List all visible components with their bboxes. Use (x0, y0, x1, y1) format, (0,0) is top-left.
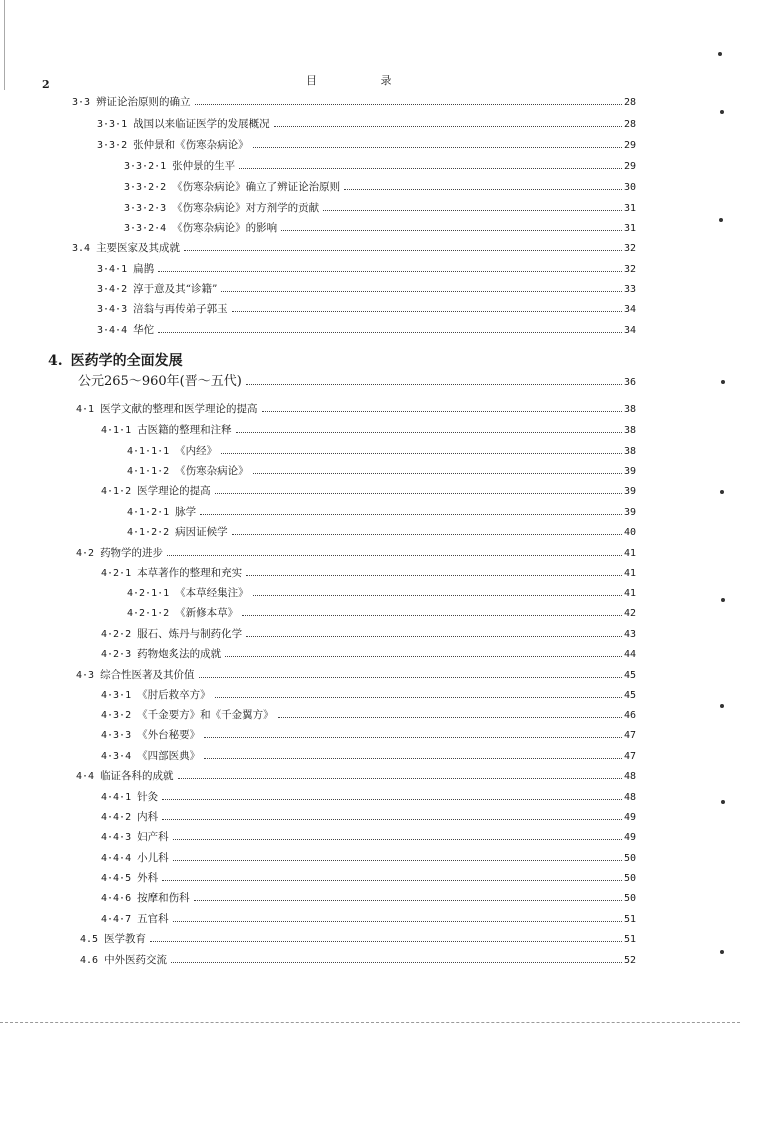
entry-title: 《外台秘要》 (137, 729, 201, 741)
entry-page: 28 (623, 97, 636, 108)
entry-number: 4·3·4 (101, 751, 132, 762)
entry-number: 3·3·2 (97, 140, 128, 151)
entry-page: 29 (623, 161, 636, 172)
toc-entry[interactable] (80, 952, 636, 968)
entry-title: 《内经》 (175, 445, 218, 457)
toc-entry[interactable] (101, 687, 636, 703)
entry-title: 《四部医典》 (137, 750, 201, 762)
dot-leader (184, 250, 622, 251)
entry-page: 49 (623, 812, 636, 823)
toc-entry[interactable] (101, 850, 636, 866)
entry-page: 49 (623, 832, 636, 843)
entry-page: 42 (623, 608, 636, 619)
chapter-period: 公元265～960年(晋～五代) (78, 374, 242, 389)
entry-title: 扁鹊 (133, 263, 155, 275)
chapter-title: 医药学的全面发展 (70, 353, 183, 369)
dot-leader (178, 778, 622, 779)
dot-leader (253, 595, 622, 596)
entry-title: 医学教育 (104, 933, 147, 945)
scan-speck (720, 490, 724, 494)
entry-page: 28 (623, 119, 636, 130)
entry-page: 50 (623, 873, 636, 884)
entry-page: 31 (623, 223, 636, 234)
dot-leader (173, 860, 622, 861)
dot-leader (344, 189, 622, 190)
entry-title: 主要医家及其成就 (96, 242, 181, 254)
entry-number: 4·2 (76, 548, 95, 559)
dot-leader (150, 941, 622, 942)
dot-leader (246, 575, 622, 576)
dot-leader (239, 168, 622, 169)
toc-entry[interactable] (72, 94, 636, 110)
entry-page: 39 (623, 486, 636, 497)
toc-entry[interactable] (101, 626, 636, 642)
scan-speck (721, 800, 725, 804)
entry-number: 4·3 (76, 670, 95, 681)
entry-title: 针灸 (137, 791, 159, 803)
entry-page: 38 (623, 446, 636, 457)
toc-entry[interactable] (101, 911, 636, 927)
dot-leader (204, 758, 622, 759)
entry-title: 中外医药交流 (104, 954, 168, 966)
entry-page: 40 (623, 527, 636, 538)
entry-title: 医学理论的提高 (137, 485, 211, 497)
entry-page: 38 (623, 425, 636, 436)
toc-entry[interactable] (127, 605, 636, 621)
entry-page: 47 (623, 730, 636, 741)
entry-number: 4·2·1 (101, 568, 132, 579)
entry-number: 4·1 (76, 404, 95, 415)
entry-number: 3·4·1 (97, 264, 128, 275)
entry-number: 3·4·4 (97, 325, 128, 336)
entry-number: 4·4·6 (101, 893, 132, 904)
entry-page: 47 (623, 751, 636, 762)
toc-entry[interactable] (76, 545, 636, 561)
entry-page: 48 (623, 771, 636, 782)
entry-number: 3·3·2·2 (124, 182, 167, 193)
toc-entry[interactable] (76, 667, 636, 683)
toc-entry[interactable] (97, 261, 636, 277)
toc-entry[interactable] (97, 281, 636, 297)
chapter-period-entry[interactable] (78, 372, 636, 392)
toc-entry[interactable] (76, 401, 636, 417)
toc-entry[interactable] (101, 829, 636, 845)
dot-leader (215, 697, 622, 698)
entry-page: 39 (623, 466, 636, 477)
page-number: 2 (42, 78, 50, 91)
dot-leader (167, 555, 622, 556)
scan-speck (720, 950, 724, 954)
dot-leader (236, 432, 622, 433)
dot-leader (274, 126, 622, 127)
entry-page: 41 (623, 548, 636, 559)
toc-entry[interactable] (101, 890, 636, 906)
entry-number: 4·3·3 (101, 730, 132, 741)
chapter-heading[interactable] (48, 350, 183, 370)
scan-speck (720, 110, 724, 114)
entry-page: 43 (623, 629, 636, 640)
dot-leader (162, 880, 622, 881)
entry-page: 50 (623, 853, 636, 864)
dot-leader (204, 737, 622, 738)
entry-page: 33 (623, 284, 636, 295)
toc-entry[interactable] (97, 301, 636, 317)
entry-title: 药物学的进步 (100, 547, 164, 559)
scan-speck (721, 380, 725, 384)
entry-page: 32 (623, 243, 636, 254)
entry-number: 4·1·2·2 (127, 527, 170, 538)
entry-page: 34 (623, 304, 636, 315)
entry-page: 41 (623, 588, 636, 599)
entry-title: 脉学 (175, 506, 197, 518)
entry-title: 《伤寒杂病论》对方剂学的贡献 (172, 202, 320, 214)
scan-speck (719, 218, 723, 222)
dot-leader (194, 900, 622, 901)
entry-title: 《伤寒杂病论》 (175, 465, 249, 477)
dot-leader (215, 493, 622, 494)
toc-entry[interactable] (124, 200, 636, 216)
toc-entry[interactable] (97, 322, 636, 338)
entry-title: 妇产科 (137, 831, 169, 843)
entry-title: 外科 (137, 872, 159, 884)
dot-leader (242, 615, 622, 616)
entry-title: 内科 (137, 811, 159, 823)
entry-title: 张仲景和《伤寒杂病论》 (133, 139, 249, 151)
dot-leader (281, 230, 622, 231)
entry-page: 45 (623, 690, 636, 701)
entry-number: 4·2·1·2 (127, 608, 170, 619)
entry-number: 4·4·7 (101, 914, 132, 925)
entry-page: 39 (623, 507, 636, 518)
toc-entry[interactable] (97, 116, 636, 132)
entry-title: 五官科 (137, 913, 169, 925)
toc-entry[interactable] (101, 707, 636, 723)
entry-title: 涪翁与再传弟子郭玉 (133, 303, 228, 315)
toc-entry[interactable] (127, 463, 636, 479)
entry-number: 3·4·3 (97, 304, 128, 315)
entry-number: 4·1·1·2 (127, 466, 170, 477)
entry-number: 4.6 (80, 955, 99, 966)
entry-title: 《肘后救卒方》 (137, 689, 211, 701)
toc-entry[interactable] (127, 504, 636, 520)
entry-number: 4·4 (76, 771, 95, 782)
entry-number: 4·2·3 (101, 649, 132, 660)
dot-leader (246, 636, 622, 637)
entry-title: 战国以来临证医学的发展概况 (133, 118, 270, 130)
entry-title: 淳于意及其“诊籍” (133, 283, 218, 295)
toc-entry[interactable] (101, 748, 636, 764)
toc-entry[interactable] (101, 565, 636, 581)
toc-entry[interactable] (101, 483, 636, 499)
chapter-number: 4. (48, 353, 63, 369)
toc-entry[interactable] (124, 220, 636, 236)
toc-entry[interactable] (76, 768, 636, 784)
toc-entry[interactable] (124, 158, 636, 174)
dot-leader (278, 717, 622, 718)
entry-page: 36 (623, 377, 636, 388)
page-bottom-edge (0, 1022, 740, 1023)
scan-speck (721, 598, 725, 602)
toc-entry[interactable] (101, 646, 636, 662)
entry-page: 46 (623, 710, 636, 721)
entry-page: 41 (623, 568, 636, 579)
dot-leader (199, 677, 622, 678)
entry-page: 38 (623, 404, 636, 415)
entry-page: 52 (623, 955, 636, 966)
toc-entry[interactable] (80, 931, 636, 947)
toc-entry[interactable] (97, 137, 636, 153)
entry-title: 综合性医著及其价值 (100, 669, 195, 681)
running-head: 目 录 (306, 74, 422, 87)
entry-page: 34 (623, 325, 636, 336)
entry-page: 48 (623, 792, 636, 803)
entry-page: 45 (623, 670, 636, 681)
entry-page: 51 (623, 914, 636, 925)
entry-number: 4·1·1·1 (127, 446, 170, 457)
scan-speck (720, 704, 724, 708)
entry-number: 4·1·1 (101, 425, 132, 436)
toc-entry[interactable] (72, 240, 636, 256)
dot-leader (173, 839, 622, 840)
entry-number: 3·3·2·3 (124, 203, 167, 214)
entry-title: 辨证论治原则的确立 (96, 96, 191, 108)
entry-number: 4·4·2 (101, 812, 132, 823)
dot-leader (246, 384, 622, 385)
toc-entry[interactable] (101, 727, 636, 743)
dot-leader (221, 291, 622, 292)
entry-number: 3·4·2 (97, 284, 128, 295)
dot-leader (323, 210, 622, 211)
entry-number: 3·3·2·4 (124, 223, 167, 234)
entry-page: 51 (623, 934, 636, 945)
entry-page: 31 (623, 203, 636, 214)
dot-leader (200, 514, 622, 515)
toc-entry[interactable] (101, 870, 636, 886)
entry-number: 4·4·1 (101, 792, 132, 803)
entry-number: 4·3·1 (101, 690, 132, 701)
entry-number: 4·2·2 (101, 629, 132, 640)
dot-leader (173, 921, 622, 922)
entry-title: 古医籍的整理和注释 (137, 424, 232, 436)
entry-title: 按摩和伤科 (137, 892, 190, 904)
entry-title: 《伤寒杂病论》确立了辨证论治原则 (172, 181, 341, 193)
entry-title: 临证各科的成就 (100, 770, 174, 782)
entry-number: 3·3 (72, 97, 91, 108)
dot-leader (253, 147, 622, 148)
dot-leader (221, 453, 622, 454)
entry-number: 4·4·5 (101, 873, 132, 884)
toc-entry[interactable] (127, 443, 636, 459)
dot-leader (158, 271, 622, 272)
entry-page: 44 (623, 649, 636, 660)
dot-leader (158, 332, 622, 333)
entry-title: 病因证候学 (175, 526, 228, 538)
toc-entry[interactable] (127, 585, 636, 601)
dot-leader (232, 311, 622, 312)
entry-number: 3·3·2·1 (124, 161, 167, 172)
entry-page: 30 (623, 182, 636, 193)
entry-title: 《千金要方》和《千金翼方》 (137, 709, 274, 721)
entry-title: 本草著作的整理和充实 (137, 567, 243, 579)
entry-title: 《新修本草》 (175, 607, 239, 619)
dot-leader (162, 819, 622, 820)
dot-leader (225, 656, 622, 657)
entry-title: 药物炮炙法的成就 (137, 648, 222, 660)
entry-page: 32 (623, 264, 636, 275)
toc-entry[interactable] (124, 179, 636, 195)
entry-number: 4·4·4 (101, 853, 132, 864)
dot-leader (162, 799, 622, 800)
entry-title: 张仲景的生平 (172, 160, 236, 172)
entry-number: 4·1·2 (101, 486, 132, 497)
toc-entry[interactable] (101, 789, 636, 805)
entry-number: 4·1·2·1 (127, 507, 170, 518)
entry-title: 医学文献的整理和医学理论的提高 (100, 403, 258, 415)
entry-title: 《伤寒杂病论》的影响 (172, 222, 278, 234)
entry-title: 《本草经集注》 (175, 587, 249, 599)
entry-number: 4·4·3 (101, 832, 132, 843)
scan-edge-line (4, 0, 5, 90)
entry-title: 小儿科 (137, 852, 169, 864)
dot-leader (262, 411, 622, 412)
toc-entry[interactable] (101, 422, 636, 438)
entry-title: 服石、炼丹与制药化学 (137, 628, 243, 640)
entry-number: 4.5 (80, 934, 99, 945)
dot-leader (232, 534, 622, 535)
scan-speck (718, 52, 722, 56)
entry-title: 华佗 (133, 324, 155, 336)
entry-number: 4·3·2 (101, 710, 132, 721)
entry-page: 50 (623, 893, 636, 904)
entry-number: 4·2·1·1 (127, 588, 170, 599)
toc-entry[interactable] (101, 809, 636, 825)
dot-leader (195, 104, 622, 105)
toc-entry[interactable] (127, 524, 636, 540)
entry-number: 3·3·1 (97, 119, 128, 130)
entry-page: 29 (623, 140, 636, 151)
dot-leader (253, 473, 622, 474)
entry-number: 3.4 (72, 243, 91, 254)
dot-leader (171, 962, 622, 963)
